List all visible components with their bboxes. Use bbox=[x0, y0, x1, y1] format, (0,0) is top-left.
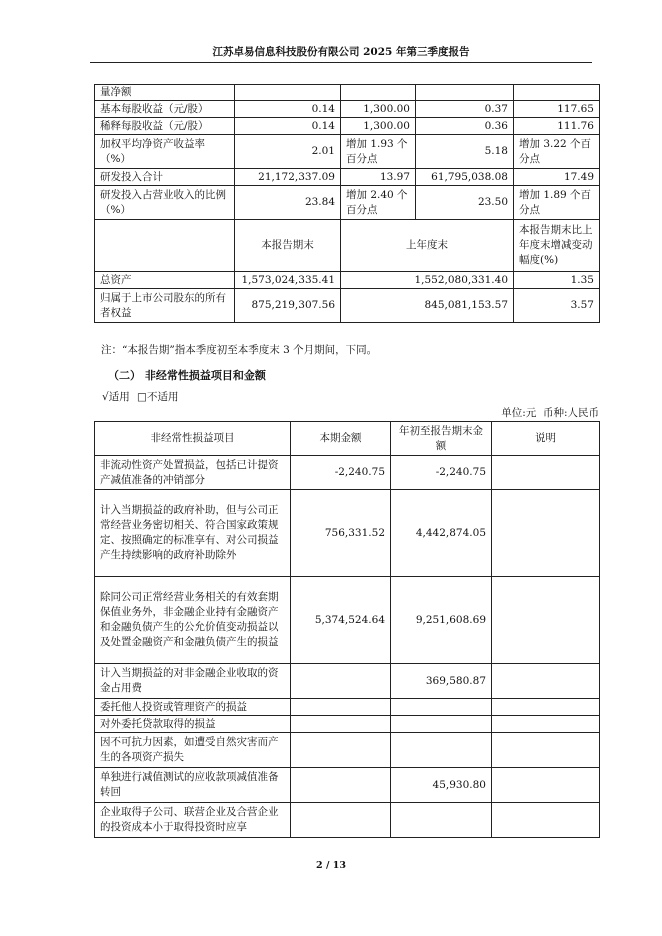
current-amount bbox=[291, 699, 391, 716]
explanation bbox=[492, 768, 600, 803]
not-applicable-unchecked: □不适用 bbox=[137, 391, 179, 403]
ytd-amount: 4,442,874.05 bbox=[391, 490, 492, 577]
item-label: 计入当期损益的政府补助，但与公司正常经营业务密切相关、符合国家政策规定、按照确定的标准享有、对公司损益产生持续影响的政府补助除外 bbox=[95, 490, 291, 577]
item-label: 对外委托贷款取得的损益 bbox=[95, 716, 291, 733]
cell: 875,219,307.56 bbox=[235, 289, 341, 323]
non-recurring-items-table bbox=[94, 421, 600, 838]
cell bbox=[416, 85, 514, 101]
table-header-row bbox=[95, 422, 600, 456]
table-row bbox=[95, 101, 600, 118]
table-row bbox=[95, 135, 600, 169]
table-row bbox=[95, 490, 600, 577]
item-label: 因不可抗力因素，如遭受自然灾害而产生的各项资产损失 bbox=[95, 733, 291, 768]
cell: 3.57 bbox=[514, 289, 600, 323]
column-header: 本报告期末比上年度末增减变动幅度(%) bbox=[514, 220, 600, 272]
item-label: 非流动性资产处置损益，包括已计提资产减值准备的冲销部分 bbox=[95, 456, 291, 490]
table-row bbox=[95, 289, 600, 323]
explanation bbox=[492, 699, 600, 716]
row-label: 研发投入合计 bbox=[95, 169, 235, 186]
row-label: 归属于上市公司股东的所有者权益 bbox=[95, 289, 235, 323]
cell: 1,573,024,335.41 bbox=[235, 272, 341, 289]
cell: 21,172,337.09 bbox=[235, 169, 341, 186]
cell: 1.35 bbox=[514, 272, 600, 289]
cell bbox=[514, 85, 600, 101]
cell bbox=[235, 85, 341, 101]
cell: 增加 3.22 个百分点 bbox=[514, 135, 600, 169]
column-header: 年初至报告期末金额 bbox=[391, 422, 492, 456]
ytd-amount: -2,240.75 bbox=[391, 456, 492, 490]
footnote: 注：“本报告期”指本季度初至本季度末 3 个月期间，下同。 bbox=[101, 344, 378, 356]
ytd-amount bbox=[391, 733, 492, 768]
applicability-options bbox=[102, 389, 178, 404]
item-label: 除同公司正常经营业务相关的有效套期保值业务外，非金融企业持有金融资产和金融负债产生的公允价值变动损益以及处置金融资产和金融负债产生的损益 bbox=[95, 577, 291, 664]
row-label: 稀释每股收益（元/股） bbox=[95, 118, 235, 135]
table-row bbox=[95, 186, 600, 220]
table-row bbox=[95, 716, 600, 733]
current-amount: -2,240.75 bbox=[291, 456, 391, 490]
cell bbox=[341, 85, 416, 101]
unit-currency: 单位:元 币种:人民币 bbox=[501, 407, 599, 419]
cell: 117.65 bbox=[514, 101, 600, 118]
cell: 2.01 bbox=[235, 135, 341, 169]
cell: 23.84 bbox=[235, 186, 341, 220]
column-header: 本报告期末 bbox=[235, 220, 341, 272]
table-row bbox=[95, 699, 600, 716]
item-label: 单独进行减值测试的应收款项减值准备转回 bbox=[95, 768, 291, 803]
table-row bbox=[95, 85, 600, 101]
page-header: 江苏卓易信息科技股份有限公司 2025 年第三季度报告 bbox=[90, 44, 592, 63]
explanation bbox=[492, 716, 600, 733]
column-header: 上年度末 bbox=[341, 220, 514, 272]
item-label: 企业取得子公司、联营企业及合营企业的投资成本小于取得投资时应享 bbox=[95, 803, 291, 838]
current-amount bbox=[291, 716, 391, 733]
current-amount: 5,374,524.64 bbox=[291, 577, 391, 664]
table-row bbox=[95, 272, 600, 289]
empty-cell bbox=[95, 220, 235, 272]
cell: 61,795,038.08 bbox=[416, 169, 514, 186]
cell: 0.37 bbox=[416, 101, 514, 118]
explanation bbox=[492, 664, 600, 699]
ytd-amount: 9,251,608.69 bbox=[391, 577, 492, 664]
explanation bbox=[492, 456, 600, 490]
cell: 5.18 bbox=[416, 135, 514, 169]
row-label: 基本每股收益（元/股） bbox=[95, 101, 235, 118]
explanation bbox=[492, 577, 600, 664]
table-subheader-row bbox=[95, 220, 600, 272]
table-row bbox=[95, 768, 600, 803]
table-row bbox=[95, 664, 600, 699]
cell: 0.14 bbox=[235, 101, 341, 118]
section-title: （二） 非经常性损益项目和金额 bbox=[108, 369, 266, 382]
cell: 增加 1.93 个百分点 bbox=[341, 135, 416, 169]
column-header: 非经常性损益项目 bbox=[95, 422, 291, 456]
row-label: 总资产 bbox=[95, 272, 235, 289]
row-label: 加权平均净资产收益率（%） bbox=[95, 135, 235, 169]
explanation bbox=[492, 733, 600, 768]
table-row bbox=[95, 118, 600, 135]
cell: 0.14 bbox=[235, 118, 341, 135]
ytd-amount: 369,580.87 bbox=[391, 664, 492, 699]
cell: 增加 2.40 个百分点 bbox=[341, 186, 416, 220]
cell: 23.50 bbox=[416, 186, 514, 220]
cell: 845,081,153.57 bbox=[341, 289, 514, 323]
explanation bbox=[492, 490, 600, 577]
ytd-amount bbox=[391, 716, 492, 733]
table-row bbox=[95, 456, 600, 490]
table-row bbox=[95, 169, 600, 186]
ytd-amount bbox=[391, 803, 492, 838]
table-row bbox=[95, 577, 600, 664]
column-header: 说明 bbox=[492, 422, 600, 456]
cell: 1,300.00 bbox=[341, 101, 416, 118]
cell: 17.49 bbox=[514, 169, 600, 186]
table-row bbox=[95, 733, 600, 768]
cell: 0.36 bbox=[416, 118, 514, 135]
row-label: 量净额 bbox=[95, 85, 235, 101]
key-financial-table bbox=[94, 84, 600, 323]
item-label: 计入当期损益的对非金融企业收取的资金占用费 bbox=[95, 664, 291, 699]
current-amount: 756,331.52 bbox=[291, 490, 391, 577]
ytd-amount bbox=[391, 699, 492, 716]
table-row bbox=[95, 803, 600, 838]
cell: 111.76 bbox=[514, 118, 600, 135]
row-label: 研发投入占营业收入的比例（%） bbox=[95, 186, 235, 220]
applicable-checked: √适用 bbox=[102, 391, 130, 403]
item-label: 委托他人投资或管理资产的损益 bbox=[95, 699, 291, 716]
cell: 13.97 bbox=[341, 169, 416, 186]
current-amount bbox=[291, 803, 391, 838]
current-amount bbox=[291, 768, 391, 803]
ytd-amount: 45,930.80 bbox=[391, 768, 492, 803]
cell: 增加 1.89 个百分点 bbox=[514, 186, 600, 220]
cell: 1,552,080,331.40 bbox=[341, 272, 514, 289]
page-number: 2 / 13 bbox=[316, 860, 346, 871]
cell: 1,300.00 bbox=[341, 118, 416, 135]
column-header: 本期金额 bbox=[291, 422, 391, 456]
current-amount bbox=[291, 733, 391, 768]
explanation bbox=[492, 803, 600, 838]
current-amount bbox=[291, 664, 391, 699]
